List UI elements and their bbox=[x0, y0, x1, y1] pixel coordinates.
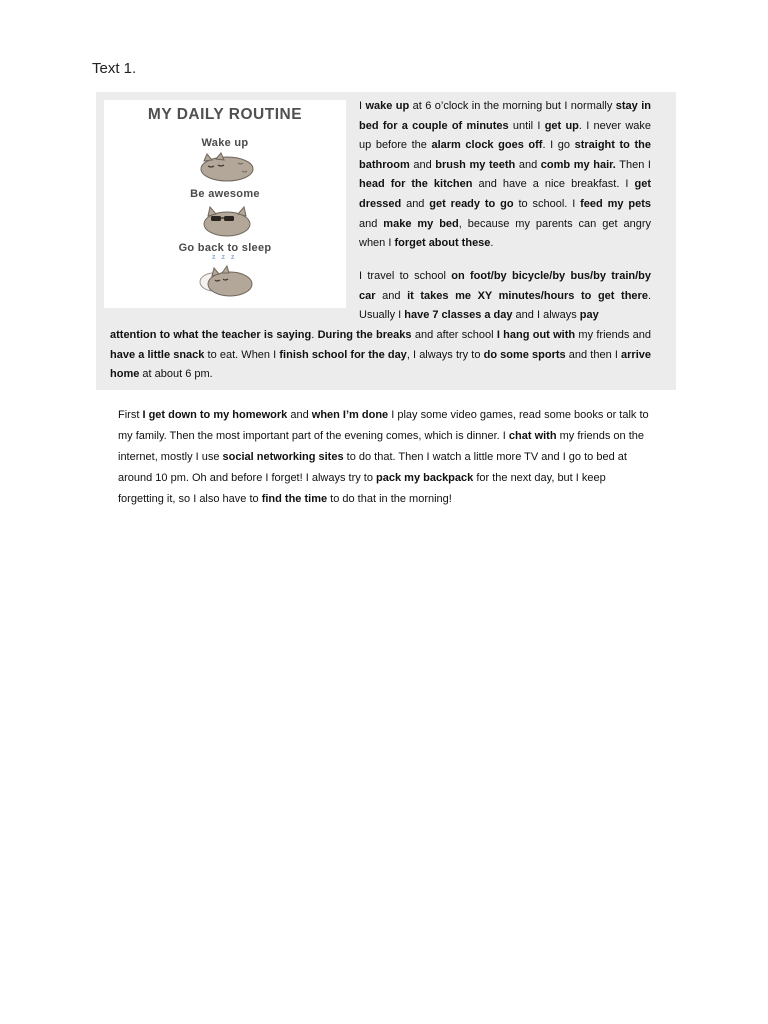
bold-phrase: arrive home bbox=[110, 348, 652, 381]
bold-phrase: During the breaks bbox=[317, 329, 412, 341]
bold-phrase: wake up bbox=[365, 100, 410, 112]
text-run: until I bbox=[508, 119, 545, 132]
bold-phrase: feed my pets bbox=[580, 197, 652, 210]
text-run: and bbox=[359, 217, 384, 230]
text-run: I play some video games, read some books or talk to my family. Then the most important part of the evening comes, which is dinner. I bbox=[118, 409, 649, 442]
text-run: and bbox=[287, 409, 312, 421]
bold-phrase: alarm clock goes off bbox=[431, 139, 543, 152]
bold-phrase: when I’m done bbox=[311, 409, 389, 421]
text-run: and then I bbox=[565, 348, 622, 361]
paragraph-travel-continued bbox=[110, 326, 651, 385]
text-run: . Usually I bbox=[359, 289, 652, 322]
bold-phrase: it takes me XY minutes/hours to get there bbox=[407, 289, 648, 302]
text-run: to do that in the morning! bbox=[327, 493, 452, 505]
bold-phrase: social networking sites bbox=[222, 451, 344, 463]
text-run: for the next day, but I keep forgetting it, so I also have to bbox=[118, 472, 606, 505]
caption-be-awesome: Be awesome bbox=[190, 188, 260, 200]
bold-phrase: make my bed bbox=[383, 217, 459, 230]
cat-waking-icon bbox=[194, 151, 258, 183]
bold-phrase: on foot/by bicycle/by bus/by train/by car bbox=[359, 270, 651, 302]
bold-phrase: chat with bbox=[508, 430, 557, 442]
page-heading: Text 1. bbox=[92, 60, 137, 77]
text-run: and bbox=[409, 158, 436, 171]
text-run: , I always try to bbox=[406, 348, 484, 361]
cat-sunglasses-icon bbox=[200, 202, 254, 238]
bold-phrase: pack my backpack bbox=[376, 472, 474, 484]
text-run: and bbox=[401, 197, 430, 210]
bold-phrase: have 7 classes a day bbox=[404, 309, 513, 322]
text-run: and after school bbox=[411, 329, 497, 341]
routine-title: MY DAILY ROUTINE bbox=[147, 106, 303, 123]
paragraph-evening bbox=[118, 405, 654, 510]
text-run: . I go bbox=[542, 139, 575, 152]
text-run: . bbox=[490, 237, 494, 250]
bold-phrase: get up bbox=[544, 119, 579, 132]
text-run: Then I bbox=[615, 158, 651, 171]
zzz-label: z z z bbox=[212, 254, 237, 261]
bold-phrase: stay in bed for a couple of minutes bbox=[359, 100, 651, 132]
text-run: . I never wake up before the bbox=[359, 119, 652, 152]
text-run: , because my parents can get angry when I bbox=[359, 217, 651, 250]
bold-phrase: do some sports bbox=[483, 348, 566, 361]
text-run: I travel to school bbox=[359, 270, 452, 282]
text-run: my friends on the internet, mostly I use bbox=[118, 430, 644, 463]
text-run: and have a nice breakfast. I bbox=[472, 178, 635, 191]
bold-phrase: brush my teeth bbox=[435, 158, 516, 171]
text-run: I bbox=[359, 100, 366, 112]
text-run: and bbox=[375, 289, 408, 302]
text-run: at about 6 pm. bbox=[139, 368, 213, 381]
text-run: . bbox=[311, 329, 318, 341]
text-run: to school. I bbox=[513, 197, 581, 210]
bold-phrase: I get down to my homework bbox=[142, 409, 288, 421]
paragraph-travel-start bbox=[359, 267, 651, 326]
bold-phrase: find the time bbox=[261, 493, 328, 505]
paragraph-morning bbox=[359, 97, 651, 254]
text-run: to eat. When I bbox=[204, 348, 280, 361]
caption-go-back-to-sleep: Go back to sleep bbox=[178, 242, 272, 254]
bold-phrase: pay bbox=[579, 309, 599, 322]
bold-phrase: forget about these bbox=[394, 237, 491, 250]
caption-wake-up: Wake up bbox=[201, 137, 249, 149]
bold-phrase: attention to what the teacher is saying bbox=[110, 329, 312, 341]
text-run: First bbox=[118, 409, 143, 421]
daily-routine-graphic bbox=[104, 100, 346, 308]
bold-phrase: get ready to go bbox=[429, 197, 514, 210]
bold-phrase: comb my hair. bbox=[540, 158, 616, 171]
bold-phrase: I hang out with bbox=[496, 329, 576, 341]
cat-sleeping-icon bbox=[194, 262, 256, 300]
bold-phrase: have a little snack bbox=[110, 348, 205, 361]
bold-phrase: get dressed bbox=[359, 178, 651, 210]
bold-phrase: finish school for the day bbox=[279, 348, 407, 361]
text-run: my friends and bbox=[575, 329, 651, 341]
text-run: to do that. Then I watch a little more TV and I go to bed at around 10 pm. Oh and before I forget! I always try to bbox=[118, 451, 627, 484]
text-run: at 6 o’clock in the morning but I normally bbox=[409, 100, 616, 112]
text-run: and I always bbox=[512, 309, 580, 322]
text-run: and bbox=[515, 158, 541, 171]
bold-phrase: head for the kitchen bbox=[359, 178, 473, 191]
bold-phrase: straight to the bathroom bbox=[359, 139, 651, 171]
